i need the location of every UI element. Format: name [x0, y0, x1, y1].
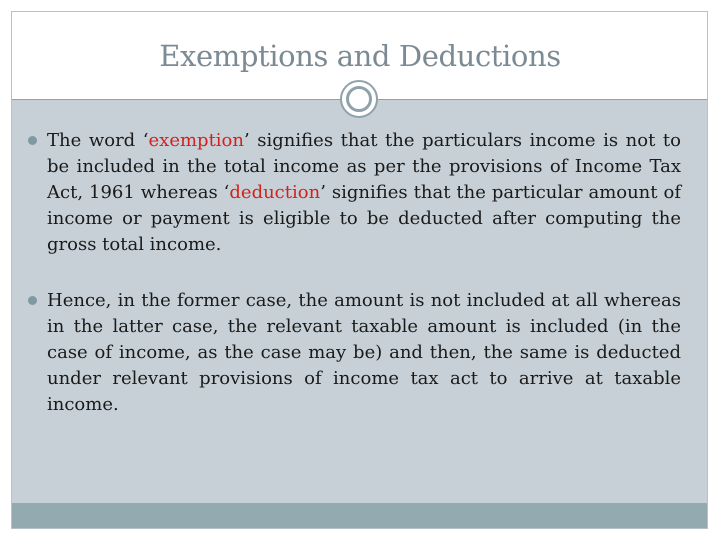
slide-body	[26, 128, 681, 418]
bullet-text-part: ’ signifies that the particular amount of income or payment is eligible to be deducted after computing the gross total income.	[47, 182, 681, 255]
bullet-text-part: The word ‘	[47, 130, 149, 151]
highlight-deduction: deduction	[229, 182, 321, 203]
round-bullet-icon	[28, 296, 37, 305]
ring-ornament-icon	[340, 80, 378, 118]
footer-band	[12, 503, 707, 528]
highlight-exemption: exemption	[148, 130, 244, 151]
bullet-text-part: ’ signifies that the particulars income is not to be included in the total income as per the provisions of Income Tax Act, 1961 whereas ‘	[47, 130, 681, 203]
bullet-item-hence	[26, 288, 681, 418]
round-bullet-icon	[28, 136, 37, 145]
slide-title: Exemptions and Deductions	[159, 39, 561, 73]
bullet-text: Hence, in the former case, the amount is not included at all whereas in the latter case, the relevant taxable amount is included (in the case of income, as the case may be) and then, the same is deducted under relevant provisions of income tax act to arrive at taxable income.	[47, 290, 681, 415]
bullet-item-exemption	[26, 128, 681, 258]
